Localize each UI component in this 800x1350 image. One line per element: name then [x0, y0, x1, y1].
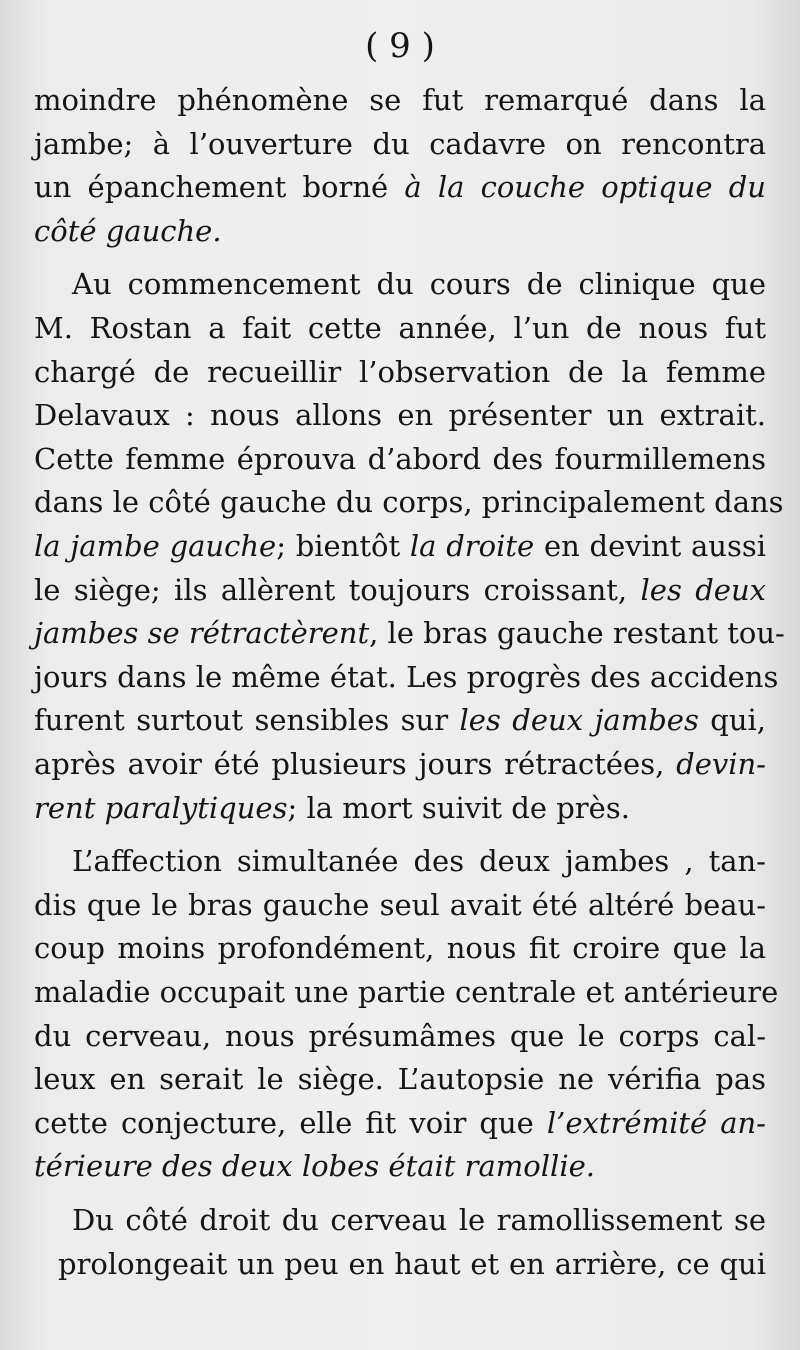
text-line — [58, 1242, 766, 1286]
text-line — [34, 122, 766, 166]
text-run: dis que le bras gauche seul avait été altéré beau- — [34, 887, 766, 922]
text-line — [34, 437, 766, 481]
text-run: Cette femme éprouva d’abord des fourmillemens — [34, 441, 766, 476]
text-run: prolongeait un peu en haut et en arrière, ce qui — [58, 1246, 766, 1281]
italic-text: les deux jambes — [459, 703, 699, 738]
text-line — [34, 786, 766, 830]
text-line — [34, 524, 766, 568]
italic-text: l’extrémité an- — [546, 1105, 766, 1140]
text-line — [34, 1014, 766, 1058]
italic-text: jambes se rétractèrent — [34, 616, 370, 651]
italic-text: la droite — [409, 529, 535, 563]
italic-text: térieure des deux lobes était ramollie. — [34, 1149, 595, 1184]
text-line — [34, 611, 785, 655]
text-line — [34, 883, 766, 927]
text-run: Du côté droit du cerveau le ramollissement se — [72, 1203, 766, 1237]
text-run: jours dans le même état. Les progrès des accidens — [34, 659, 779, 694]
text-run: ; la mort suivit de près. — [287, 790, 630, 825]
text-line — [34, 306, 766, 350]
text-line — [34, 568, 766, 612]
text-run: Au commencement du cours de clinique que — [72, 267, 766, 302]
text-line — [34, 393, 766, 437]
italic-text: côté gauche. — [34, 213, 222, 248]
italic-text: les deux — [640, 572, 767, 607]
text-run: furent surtout sensibles sur — [34, 703, 460, 738]
text-run: Delavaux : nous allons en présenter un extrait. — [34, 398, 766, 433]
text-line — [34, 1057, 766, 1101]
text-line — [72, 262, 766, 306]
text-line — [34, 1144, 766, 1188]
text-run: du cerveau, nous présumâmes que le corps cal- — [34, 1018, 766, 1053]
text-line — [34, 480, 784, 524]
text-line — [34, 655, 779, 699]
italic-text: rent paralytiques — [34, 790, 288, 825]
text-line — [34, 165, 766, 209]
text-line — [34, 698, 766, 742]
text-run: maladie occupait une partie centrale et antérieure — [34, 975, 779, 1009]
text-run: moindre phénomène se fut remarqué dans la — [34, 83, 766, 117]
text-run: ; bientôt — [276, 529, 410, 563]
text-line — [34, 350, 766, 394]
text-run: le siège; ils allèrent toujours croissant, — [34, 572, 641, 607]
text-line — [72, 839, 766, 883]
italic-text: la jambe gauche — [34, 529, 277, 563]
text-line — [34, 78, 766, 122]
text-run: dans le côté gauche du corps, principalement dans — [34, 485, 784, 520]
text-line — [72, 1198, 766, 1242]
text-run: , le bras gauche restant tou- — [369, 616, 785, 651]
page-number: ( 9 ) — [365, 26, 435, 66]
text-run: M. Rostan a fait cette année, l’un de nous fut — [34, 311, 766, 345]
text-run: qui, — [698, 703, 767, 738]
text-line — [34, 209, 766, 253]
text-run: après avoir été plusieurs jours rétractées, — [34, 747, 677, 781]
text-run: L’affection simultanée des deux jambes , tan- — [72, 844, 766, 879]
text-line — [34, 970, 779, 1014]
text-run: coup moins profondément, nous fit croire que la — [34, 931, 766, 966]
text-run: leux en serait le siège. L’autopsie ne vérifia pas — [34, 1062, 766, 1097]
italic-text: devin- — [676, 747, 766, 781]
text-run: chargé de recueillir l’observation de la femme — [34, 354, 766, 389]
text-run: jambe; à l’ouverture du cadavre on rencontra — [34, 126, 766, 161]
italic-text: à la couche optique du — [404, 170, 766, 205]
text-line — [34, 742, 766, 786]
text-run: un épanchement borné — [34, 170, 405, 205]
text-run: cette conjecture, elle fit voir que — [34, 1105, 547, 1140]
text-run: en devint aussi — [534, 529, 767, 563]
text-line — [34, 1101, 766, 1145]
text-line — [34, 926, 766, 970]
